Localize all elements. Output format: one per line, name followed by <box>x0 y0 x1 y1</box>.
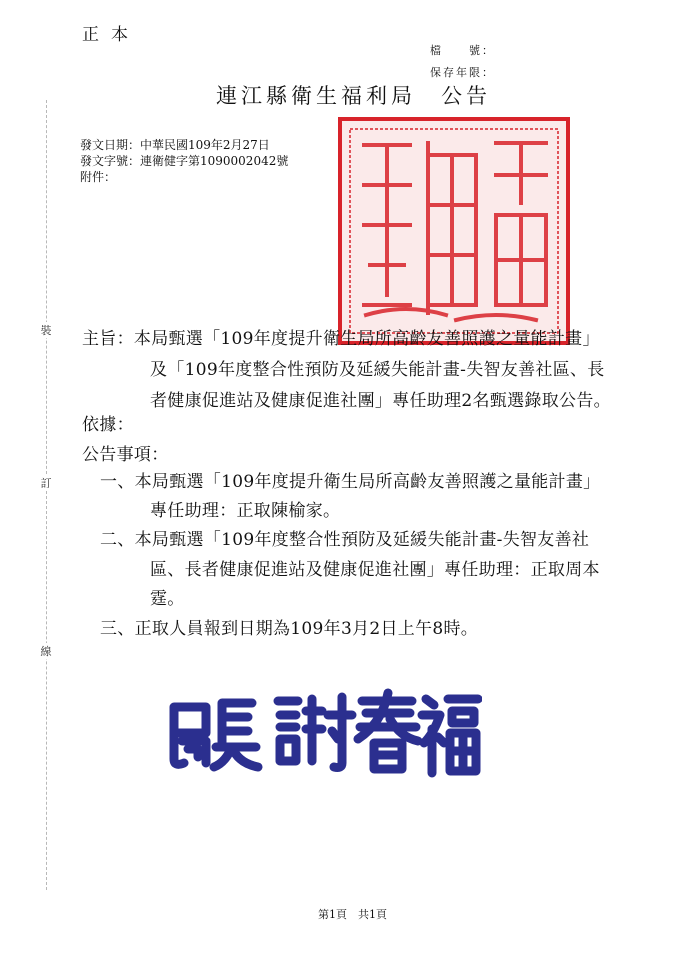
subject-line-3: 者健康促進站及健康促進社團」專任助理2名甄選錄取公告。 <box>150 391 611 411</box>
director-signature-stamp <box>166 685 482 781</box>
notice-item-2-line-3: 霆。 <box>150 589 185 609</box>
issue-date: 發文日期：中華民國109年2月27日 <box>80 138 270 152</box>
page-title: 連江縣衛生福利局 公告 <box>216 84 491 108</box>
notice-item-3: 三、正取人員報到日期為109年3月2日上午8時。 <box>100 619 479 639</box>
notice-item-1-line-1: 一、本局甄選「109年度提升衛生局所高齡友善照護之量能計畫」 <box>100 472 601 492</box>
subject-line-1: 主旨：本局甄選「109年度提升衛生局所高齡友善照護之量能計畫」 <box>82 329 600 349</box>
notice-item-1-line-2: 專任助理：正取陳榆家。 <box>150 501 341 521</box>
subject-line-2: 及「109年度整合性預防及延緩失能計畫-失智友善社區、長 <box>150 360 605 380</box>
document-number: 發文字號：連衛健字第1090002042號 <box>80 154 289 168</box>
binding-char-ding: 訂 <box>40 477 52 490</box>
binding-guide-line <box>46 100 47 890</box>
notice-heading: 公告事項： <box>82 445 169 465</box>
binding-char-xian: 線 <box>40 645 52 658</box>
official-seal-stamp <box>336 115 572 347</box>
original-copy-mark: 正本 <box>82 25 140 45</box>
binding-char-zhuang: 裝 <box>40 324 52 337</box>
attachment-label: 附件： <box>80 170 117 184</box>
notice-item-2-line-1: 二、本局甄選「109年度整合性預防及延緩失能計畫-失智友善社 <box>100 530 590 550</box>
basis-label: 依據： <box>82 415 134 435</box>
file-number-label: 檔 號： <box>430 44 495 57</box>
notice-item-2-line-2: 區、長者健康促進站及健康促進社團」專任助理：正取周本 <box>150 560 600 580</box>
page-footer: 第1頁 共1頁 <box>318 908 387 921</box>
retention-period-label: 保存年限： <box>430 66 495 79</box>
